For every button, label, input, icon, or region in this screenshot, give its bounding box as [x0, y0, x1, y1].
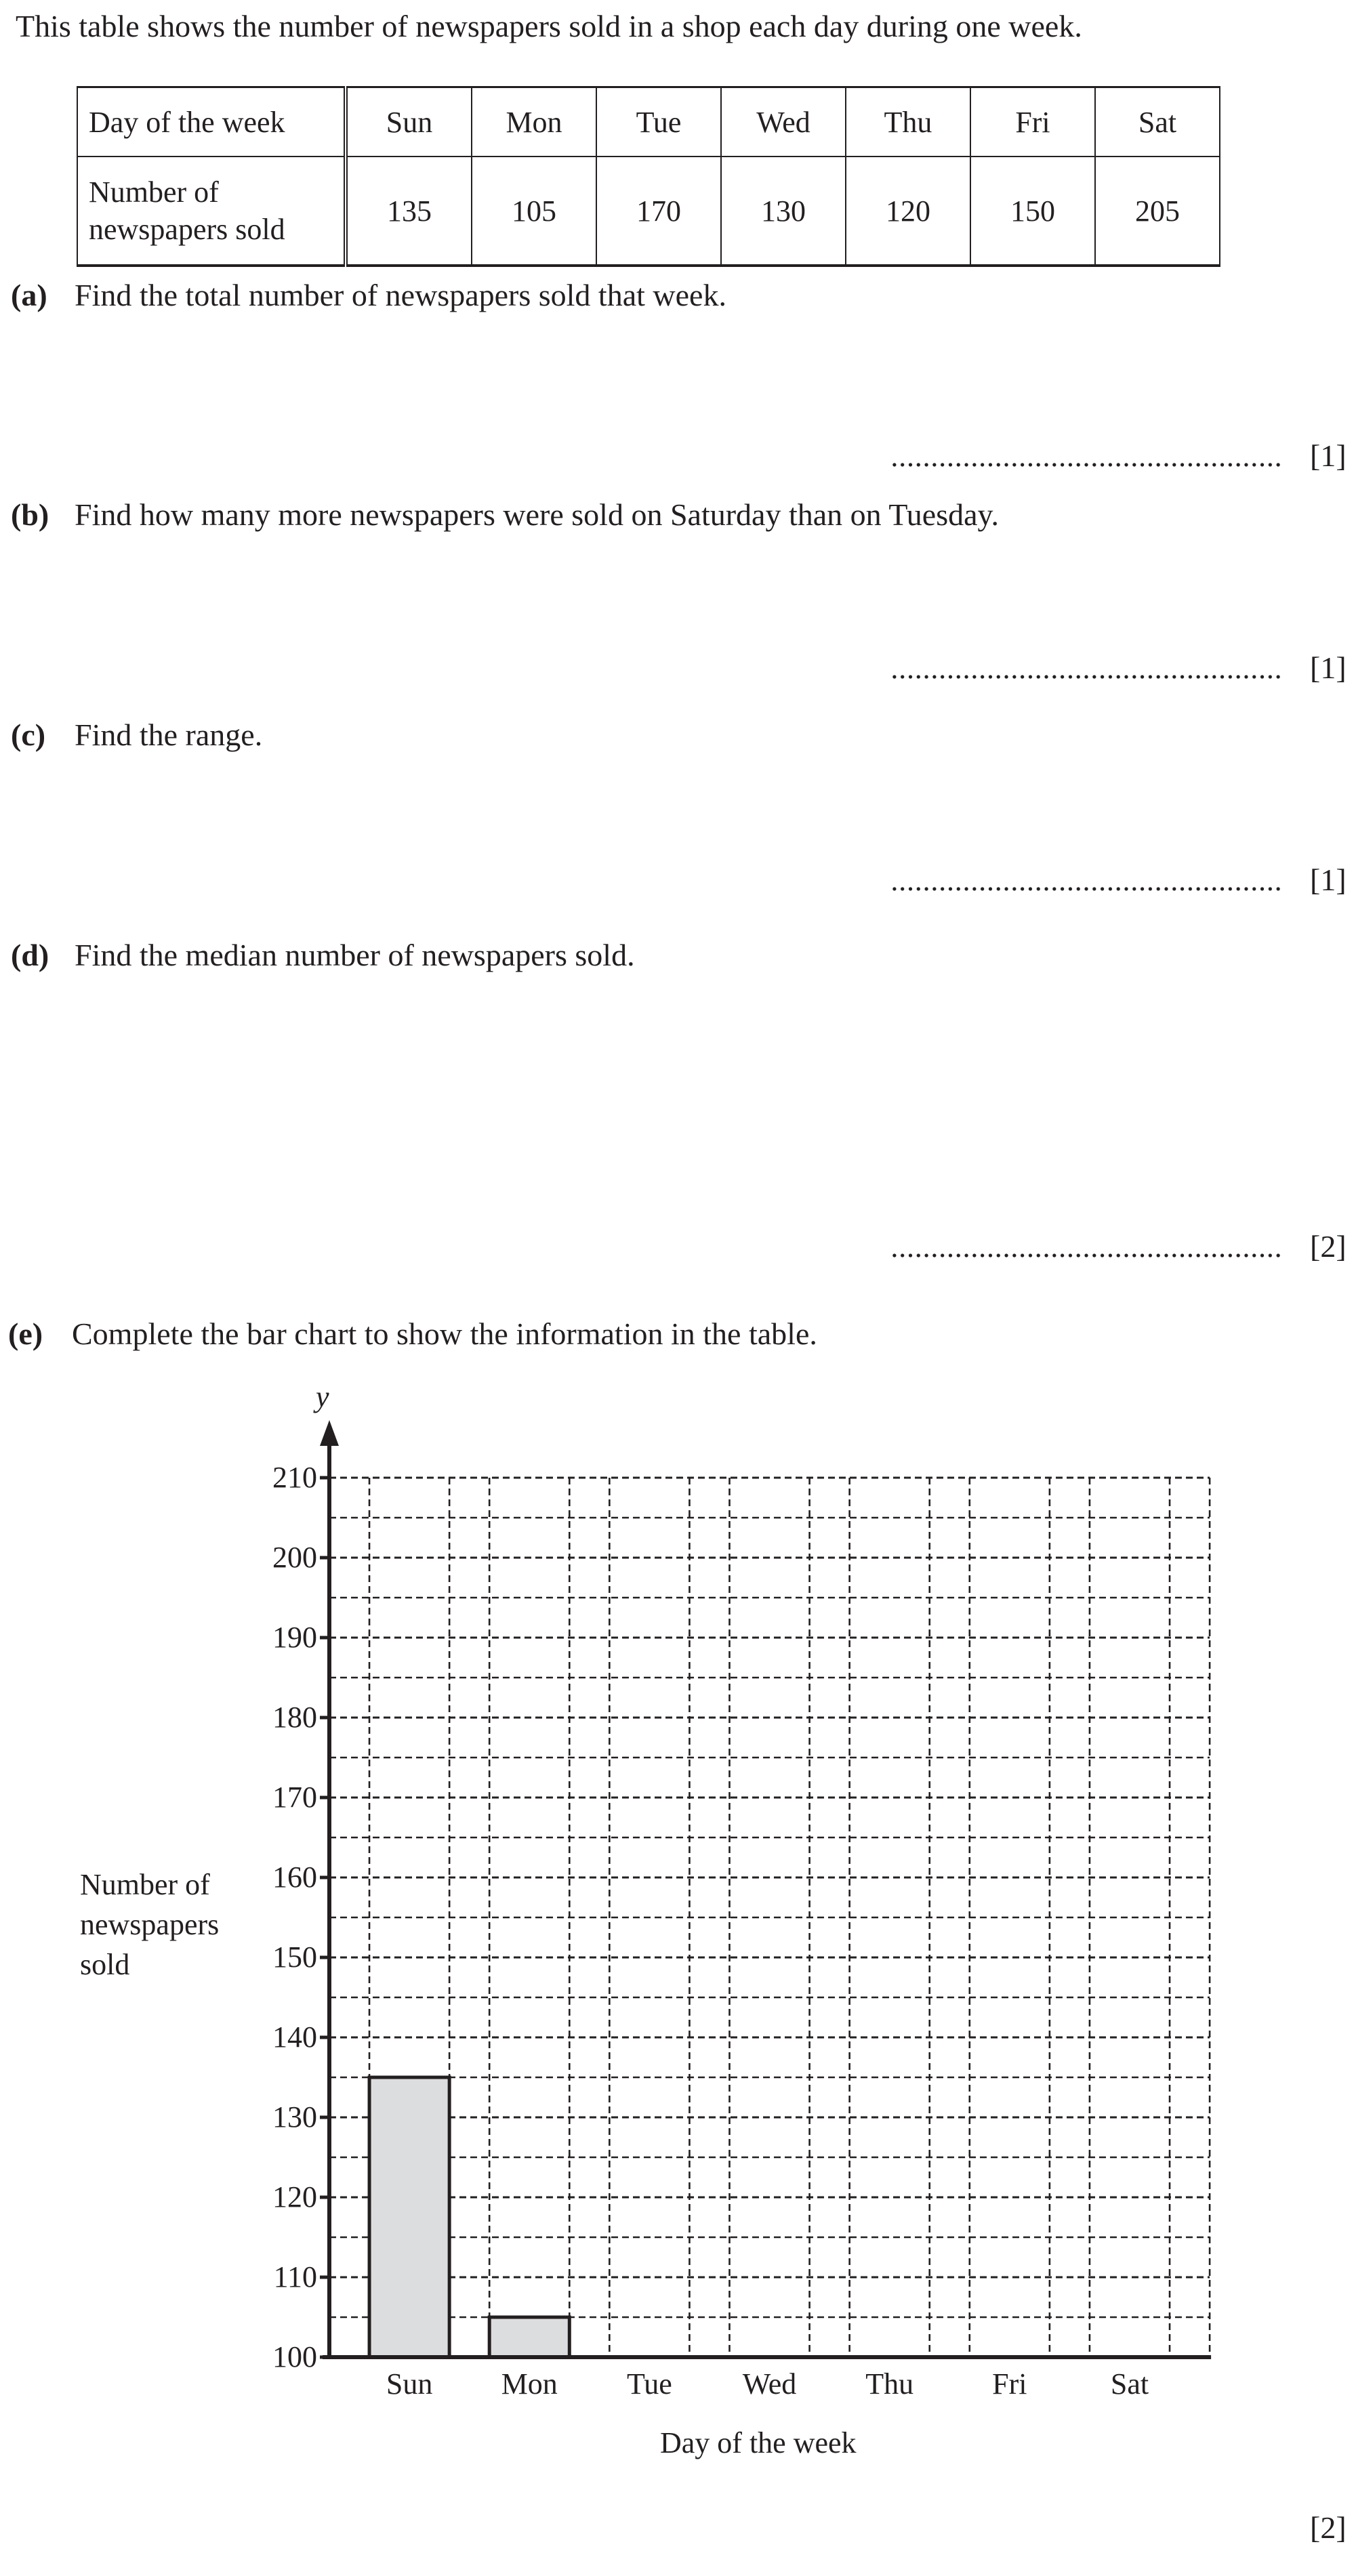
x-tick-label-fri: Fri [992, 2367, 1027, 2401]
bar-sun[interactable] [369, 2077, 449, 2357]
x-tick-label-mon: Mon [501, 2367, 558, 2401]
question-b-text: Find how many more newspapers were sold on Saturday than on Tuesday. [75, 497, 1000, 532]
y-axis-symbol: y [316, 1380, 329, 1413]
x-tick-label-thu: Thu [865, 2367, 914, 2401]
marks-c: [1] [1310, 863, 1347, 897]
y-axis-arrow-icon [320, 1420, 339, 1446]
x-tick-label-wed: Wed [742, 2367, 797, 2401]
x-tick-label-tue: Tue [626, 2367, 672, 2401]
y-tick-label: 130 [272, 2100, 317, 2134]
y-tick-label: 180 [272, 1701, 317, 1734]
day-cell-mon: Mon [472, 87, 596, 157]
row-header-day: Day of the week [77, 87, 346, 157]
y-tick-label: 140 [272, 2020, 317, 2054]
y-tick-label: 150 [272, 1940, 317, 1974]
question-a-text: Find the total number of newspapers sold that week. [75, 278, 726, 312]
y-tick-label: 170 [272, 1781, 317, 1814]
value-cell-tue: 170 [596, 157, 721, 266]
marks-e: [2] [1310, 2510, 1347, 2545]
value-cell-thu: 120 [846, 157, 970, 266]
question-d-label: (d) [11, 938, 49, 972]
value-cell-sun: 135 [346, 157, 472, 266]
y-tick-label: 110 [273, 2260, 317, 2293]
value-cell-wed: 130 [721, 157, 846, 266]
y-tick-label: 200 [272, 1541, 317, 1574]
x-tick-label-sat: Sat [1110, 2367, 1149, 2401]
day-cell-sat: Sat [1095, 87, 1220, 157]
y-axis-label-line-1: Number of [80, 1868, 210, 1901]
question-e-label: (e) [8, 1316, 43, 1351]
y-tick-label: 160 [272, 1861, 317, 1894]
marks-b: [1] [1310, 650, 1347, 685]
day-cell-tue: Tue [596, 87, 721, 157]
row-header-line-2: newspapers sold [89, 213, 285, 246]
y-tick-label: 190 [272, 1621, 317, 1654]
bar-mon[interactable] [489, 2317, 569, 2357]
value-cell-fri: 150 [970, 157, 1095, 266]
y-axis-label-line-3: sold [80, 1948, 130, 1981]
y-tick-label: 210 [272, 1461, 317, 1494]
question-a-label: (a) [11, 278, 47, 312]
day-cell-thu: Thu [846, 87, 970, 157]
question-b-label: (b) [11, 497, 49, 532]
marks-d: [2] [1310, 1229, 1347, 1264]
day-cell-sun: Sun [346, 87, 472, 157]
question-c-label: (c) [11, 718, 46, 752]
x-tick-label-sun: Sun [386, 2367, 433, 2401]
day-cell-fri: Fri [970, 87, 1095, 157]
value-cell-mon: 105 [472, 157, 596, 266]
y-tick-label: 120 [272, 2180, 317, 2214]
question-c-text: Find the range. [75, 718, 263, 752]
value-cell-sat: 205 [1095, 157, 1220, 266]
question-d-text: Find the median number of newspapers sold. [75, 938, 635, 972]
intro-text: This table shows the number of newspapers sold in a shop each day during one week. [16, 9, 1082, 43]
day-cell-wed: Wed [721, 87, 846, 157]
marks-a: [1] [1310, 438, 1347, 473]
y-axis-label [80, 1865, 219, 1985]
row-header-line-1: Number of [89, 175, 219, 209]
question-e-text: Complete the bar chart to show the information in the table. [72, 1316, 817, 1351]
x-axis-label: Day of the week [660, 2426, 857, 2459]
y-axis-label-line-2: newspapers [80, 1908, 220, 1941]
y-tick-label: 100 [272, 2340, 317, 2373]
